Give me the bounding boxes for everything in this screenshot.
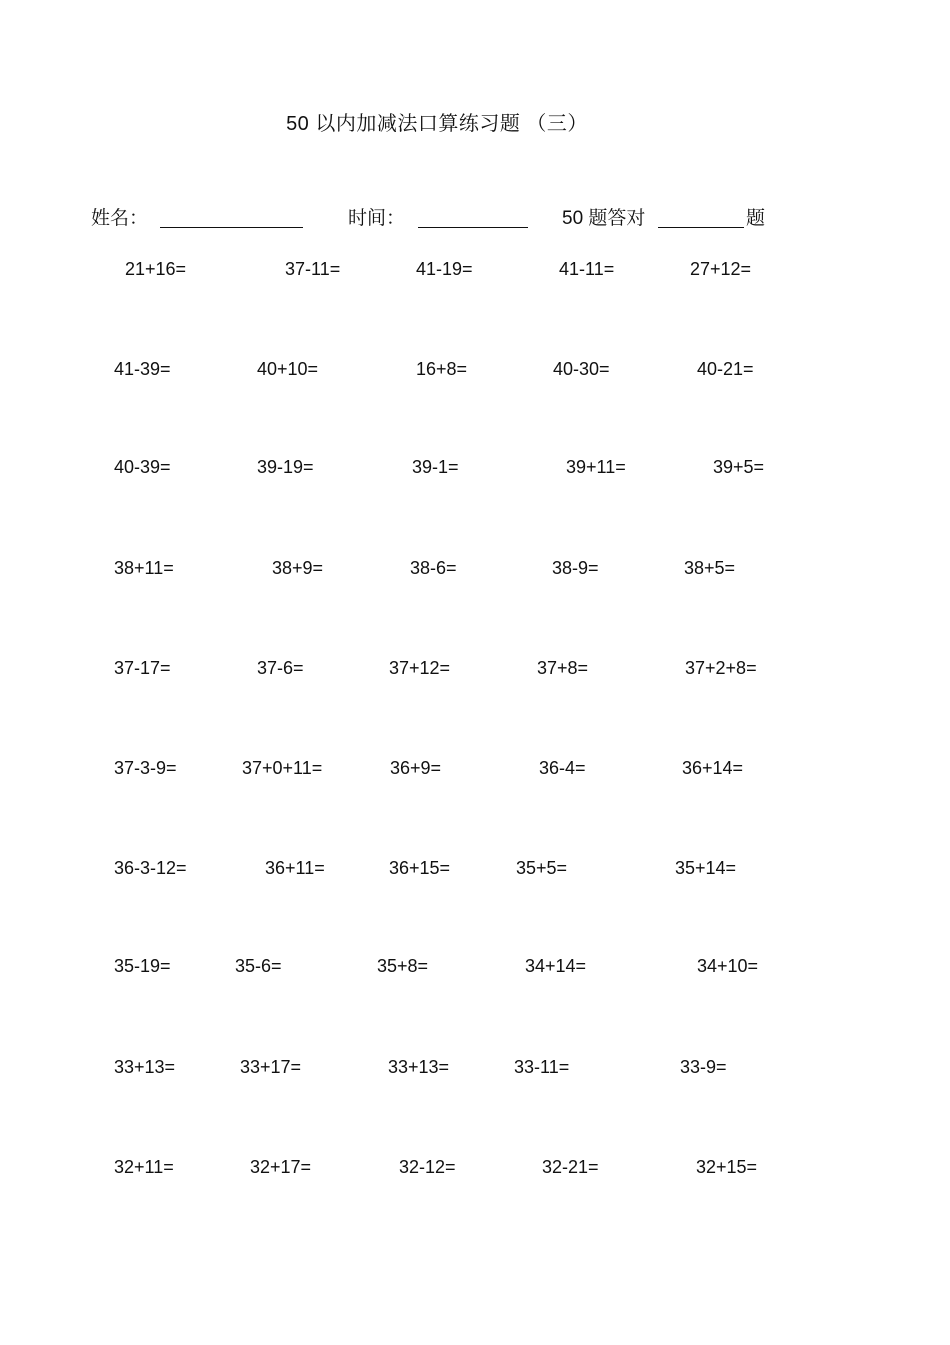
problem-item: 39-19= [257, 457, 314, 477]
name-blank[interactable] [160, 227, 303, 228]
problem-item: 37-11= [285, 259, 341, 279]
problem-item: 32-21= [542, 1157, 599, 1177]
problem-item: 40-21= [697, 359, 754, 379]
problem-item: 38+5= [684, 558, 736, 578]
problem-item: 33-9= [680, 1057, 727, 1077]
header-info-row [0, 203, 950, 235]
problem-item: 37-17= [114, 658, 171, 678]
problem-item: 38+11= [114, 558, 174, 578]
problem-item: 37+0+11= [242, 758, 323, 778]
time-label: 时间： [348, 208, 406, 229]
problem-item: 36+15= [389, 858, 451, 878]
problem-item: 40+10= [257, 359, 319, 379]
problem-item: 35+8= [377, 956, 429, 976]
problem-item: 16+8= [416, 359, 468, 379]
problem-item: 39-1= [412, 457, 459, 477]
problem-item: 35+14= [675, 858, 737, 878]
problem-item: 38-9= [552, 558, 599, 578]
problem-item: 37+2+8= [685, 658, 757, 678]
problem-item: 35-6= [235, 956, 282, 976]
problem-item: 33+13= [388, 1057, 450, 1077]
problem-item: 36+11= [265, 858, 325, 878]
score-prefix-label: 50 题答对 [562, 208, 646, 229]
problem-item: 21+16= [125, 259, 187, 279]
worksheet-title: 50 以内加减法口算练习题 （三） [286, 113, 588, 135]
problem-item: 37-6= [257, 658, 304, 678]
problem-item: 41-19= [416, 259, 473, 279]
problem-item: 33+17= [240, 1057, 302, 1077]
problem-item: 36+9= [390, 758, 442, 778]
problem-item: 40-39= [114, 457, 171, 477]
problem-item: 27+12= [690, 259, 752, 279]
problem-item: 35-19= [114, 956, 171, 976]
problem-item: 39+11= [566, 457, 626, 477]
problem-item: 33-11= [514, 1057, 570, 1077]
problem-item: 35+5= [516, 858, 568, 878]
problem-item: 32+11= [114, 1157, 174, 1177]
name-label: 姓名： [91, 208, 149, 229]
problem-item: 40-30= [553, 359, 610, 379]
problem-item: 36+14= [682, 758, 744, 778]
problem-item: 41-11= [559, 259, 615, 279]
score-blank[interactable] [658, 227, 744, 228]
problem-item: 38+9= [272, 558, 324, 578]
problem-item: 38-6= [410, 558, 457, 578]
time-blank[interactable] [418, 227, 528, 228]
problem-item: 37+12= [389, 658, 451, 678]
problem-item: 41-39= [114, 359, 171, 379]
problem-item: 32+17= [250, 1157, 312, 1177]
problem-item: 34+10= [697, 956, 759, 976]
problem-item: 36-3-12= [114, 858, 187, 878]
problem-item: 33+13= [114, 1057, 176, 1077]
problem-item: 32-12= [399, 1157, 456, 1177]
problem-item: 37-3-9= [114, 758, 177, 778]
problem-item: 36-4= [539, 758, 586, 778]
problem-item: 37+8= [537, 658, 589, 678]
problem-item: 32+15= [696, 1157, 758, 1177]
score-suffix-label: 题 [746, 208, 766, 229]
problem-item: 39+5= [713, 457, 765, 477]
problem-item: 34+14= [525, 956, 587, 976]
